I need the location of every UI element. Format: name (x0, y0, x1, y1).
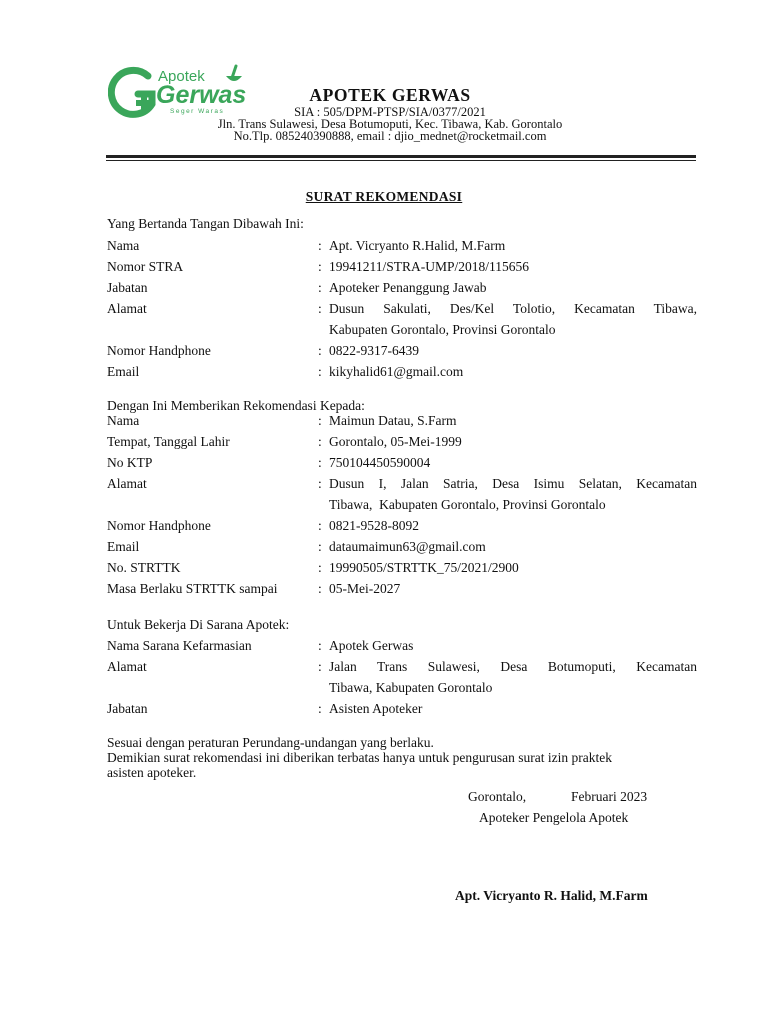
document-title: SURAT REKOMENDASI (305, 189, 463, 204)
colon: : (318, 343, 322, 358)
colon: : (318, 539, 322, 554)
recipient-strttk-value: 19990505/STRTTK_75/2021/2900 (329, 560, 519, 575)
letterhead-rule-thick (106, 155, 696, 158)
recipient-address-line-2: Tibawa, Kabupaten Gorontalo, Provinsi Gorontalo (329, 497, 606, 512)
logo-word-gerwas: Gerwas (156, 81, 247, 109)
colon: : (318, 280, 322, 295)
colon: : (318, 581, 322, 596)
colon: : (318, 659, 322, 674)
workplace-address-label: Alamat (107, 659, 147, 674)
recipient-validity-label: Masa Berlaku STRTTK sampai (107, 581, 278, 596)
signer-position-label: Jabatan (107, 280, 148, 295)
recipient-email-label: Email (107, 539, 140, 554)
closing-line-3: asisten apoteker. (107, 765, 197, 780)
logo-word-apotek: Apotek (158, 68, 205, 85)
colon: : (318, 701, 322, 716)
colon: : (318, 638, 322, 653)
recipient-intro: Dengan Ini Memberikan Rekomendasi Kepada: (107, 398, 365, 413)
signer-address-line-2: Kabupaten Gorontalo, Provinsi Gorontalo (329, 322, 556, 337)
closing-line-2: Demikian surat rekomendasi ini diberikan terbatas hanya untuk pengurusan surat izin praktek (107, 750, 612, 765)
closing-line-1: Sesuai dengan peraturan Perundang-undangan yang berlaku. (107, 735, 434, 750)
recipient-birth-value: Gorontalo, 05-Mei-1999 (329, 434, 462, 449)
recipient-phone-label: Nomor Handphone (107, 518, 211, 533)
signer-stra-value: 19941211/STRA-UMP/2018/115656 (329, 259, 530, 274)
workplace-intro: Untuk Bekerja Di Sarana Apotek: (107, 617, 290, 632)
colon: : (318, 301, 322, 316)
recipient-validity-value: 05-Mei-2027 (329, 581, 401, 596)
signer-name-value: Apt. Vicryanto R.Halid, M.Farm (329, 238, 506, 253)
colon: : (318, 476, 322, 491)
colon: : (318, 455, 322, 470)
recipient-strttk-label: No. STRTTK (107, 560, 181, 575)
recipient-email-value: dataumaimun63@gmail.com (329, 539, 486, 554)
colon: : (318, 413, 322, 428)
letterhead-rule-thin (106, 160, 696, 161)
signature-name: Apt. Vicryanto R. Halid, M.Farm (455, 888, 648, 903)
colon: : (318, 259, 322, 274)
recipient-name-label: Nama (107, 413, 140, 428)
colon: : (318, 238, 322, 253)
colon: : (318, 560, 322, 575)
signer-email-value: kikyhalid61@gmail.com (329, 364, 464, 379)
signer-stra-label: Nomor STRA (107, 259, 184, 274)
license-number: SIA : 505/DPM-PTSP/SIA/0377/2021 (294, 105, 486, 119)
workplace-name-value: Apotek Gerwas (329, 638, 414, 653)
signer-intro: Yang Bertanda Tangan Dibawah Ini: (107, 216, 304, 231)
recipient-ktp-label: No KTP (107, 455, 153, 470)
logo-tagline: Seger Waras (170, 108, 225, 115)
signer-address-label: Alamat (107, 301, 147, 316)
signer-address-line-1: Dusun Sakulati, Des/Kel Tolotio, Kecamatan Tibawa, (329, 301, 697, 316)
recipient-phone-value: 0821-9528-8092 (329, 518, 419, 533)
signature-role: Apoteker Pengelola Apotek (479, 810, 629, 825)
colon: : (318, 434, 322, 449)
workplace-address-line-2: Tibawa, Kabupaten Gorontalo (329, 680, 493, 695)
signer-phone-label: Nomor Handphone (107, 343, 211, 358)
recipient-birth-label: Tempat, Tanggal Lahir (107, 434, 230, 449)
colon: : (318, 364, 322, 379)
recipient-name-value: Maimun Datau, S.Farm (329, 413, 457, 428)
organization-contact: No.Tlp. 085240390888, email : djio_mednet@rocketmail.com (233, 129, 547, 143)
signature-date: Februari 2023 (571, 789, 648, 804)
signer-email-label: Email (107, 364, 140, 379)
signer-phone-value: 0822-9317-6439 (329, 343, 419, 358)
signer-position-value: Apoteker Penanggung Jawab (329, 280, 487, 295)
recipient-ktp-value: 750104450590004 (329, 455, 431, 470)
workplace-address-line-1: Jalan Trans Sulawesi, Desa Botumoputi, Kecamatan (329, 659, 697, 674)
signature-place: Gorontalo, (468, 789, 527, 804)
workplace-name-label: Nama Sarana Kefarmasian (107, 638, 252, 653)
signer-name-label: Nama (107, 238, 140, 253)
workplace-position-label: Jabatan (107, 701, 148, 716)
recipient-address-line-1: Dusun I, Jalan Satria, Desa Isimu Selatan, Kecamatan (329, 476, 697, 491)
workplace-position-value: Asisten Apoteker (329, 701, 423, 716)
colon: : (318, 518, 322, 533)
recipient-address-label: Alamat (107, 476, 147, 491)
organization-address: Jln. Trans Sulawesi, Desa Botumoputi, Kec. Tibawa, Kab. Gorontalo (217, 117, 563, 131)
organization-name: APOTEK GERWAS (309, 85, 471, 105)
